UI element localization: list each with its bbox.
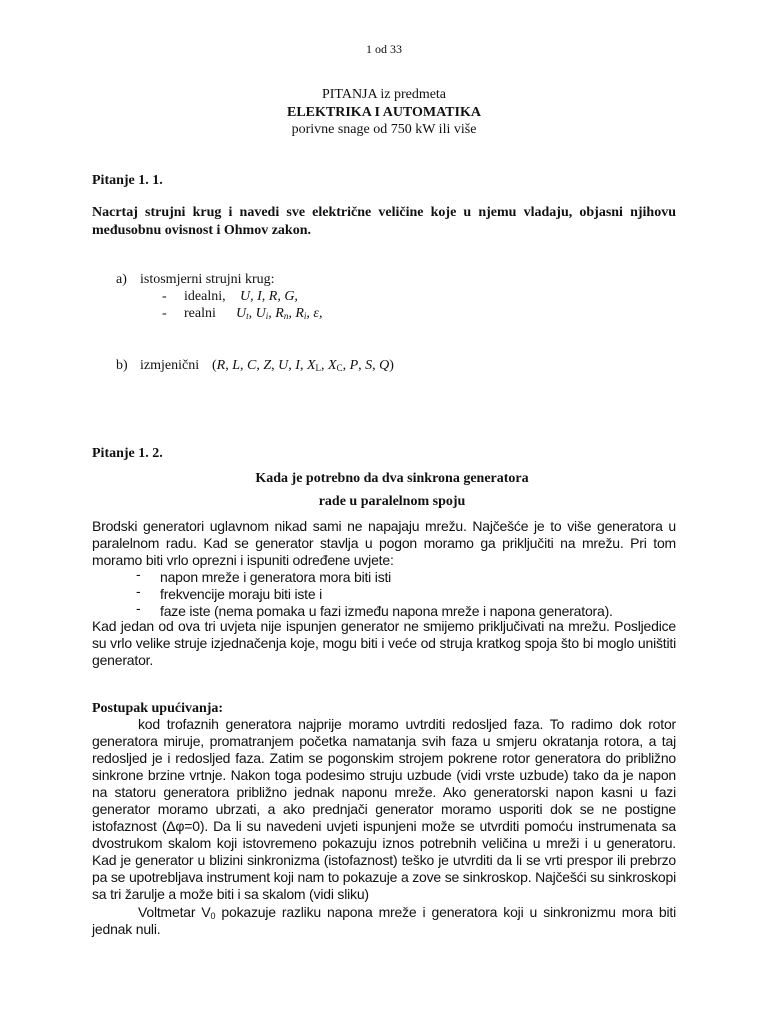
question-2-title-line-1: Kada je potrebno da dva sinkrona generatora — [255, 471, 529, 486]
document-title: ELEKTRIKA I AUTOMATIKA — [287, 105, 481, 120]
condition-phase: faze iste (nema pomaka u fazi između napona mreže i napona generatora). — [160, 603, 613, 619]
question-1-heading: Pitanje 1. 1. — [92, 173, 163, 188]
header-line-3: porivne snage od 750 kW ili više — [291, 122, 477, 137]
ac-circuit-symbols: (R, L, C, Z, U, I, $X_L$, $X_C$, P, S, Q) — [212, 358, 394, 373]
real-circuit-label: realni — [184, 306, 216, 321]
condition-voltage: napon mreže i generatora mora biti isti — [160, 569, 392, 585]
ac-circuit-label: izmjenični — [140, 358, 200, 373]
real-circuit-symbols: $U_t$, $U_i$, $R_n$, $R_i$, ε, — [236, 306, 323, 321]
question-2-heading: Pitanje 1. 2. — [92, 446, 163, 461]
question-1-prompt: Nacrtaj strujni krug i navedi sve električne veličine koje u njemu vladaju, objasni njihovu međusobnu ovisnost i Ohmov zakon. — [92, 205, 676, 238]
paragraph-consequences: Kad jedan od ova tri uvjeta nije ispunjen generator ne smijemo priključivati na mrežu. Posljedice su vrlo velike struje izjednačenja koje, mogu biti i veće od struja kratkog spoja što bi moglo uništiti generator. — [92, 618, 676, 668]
page-number: 1 od 33 — [366, 42, 402, 56]
list-marker-a: a) — [116, 272, 127, 287]
list-item: - frekvencije moraju biti iste i — [136, 583, 323, 602]
paragraph-voltmeter: Voltmetar $V_0$ pokazuje razliku napona mreže i generatora koji u sinkronizmu mora biti jednak nuli. — [92, 904, 676, 937]
conditions-list — [92, 566, 676, 620]
list-item: - faze iste (nema pomaka u fazi između napona mreže i napona generatora). — [136, 600, 613, 619]
ideal-circuit-symbols: U, I, R, G, — [240, 289, 298, 304]
list-marker-b: b) — [116, 358, 128, 373]
ideal-circuit-label: idealni, — [184, 289, 226, 304]
paragraph-intro: Brodski generatori uglavnom nikad sami ne napajaju mrežu. Najčešće je to više generatora u paralelnom radu. Kad se generator stavlja u pogon moramo ga priključiti na mrežu. Pri tom moramo biti vrlo oprezni i ispuniti određene uvjete: — [92, 518, 676, 568]
procedure-heading: Postupak upućivanja: — [92, 701, 224, 716]
question-2-title-line-2: rade u paralelnom spoju — [318, 494, 466, 509]
paragraph-procedure: kod trofaznih generatora najprije moramo uvtrditi redosljed faza. To radimo dok rotor generatora miruje, promatranjem početka namatanja svih faza u smjeru okratanja rotora, a taj redosljed je i redosljed faza. Zatim se pogonskim strojem pokrene rotor generatora do približno sinkrone brzine vrtnje. Nakon toga podesimo struju uzbude (vidi vrste uzbude) tako da je napon na statoru generatora približno jednak naponu mreže. Ako generatorski napon kasni u fazi generator moramo ubrzati, a ako prednjači generator moramo usporiti dok se ne postigne istofaznost (Δφ=0). Da li su navedeni uvjeti ispunjeni može se utvrditi pomoću instrumenata sa dvostrukom skalom koji istovremeno pokazuju iznos potrebnih veličina u mreži i u generatoru. Kad je generator u blizini sinkronizma (istofaznost) teško je utvrditi da li se vrti prespor ili prebrzo pa se upotrebljava instrument koji nam to pokazuje a zove se sinkroskop. Najčešći su sinkroskopi sa tri žarulje a može biti i sa skalom (vidi sliku) — [92, 716, 676, 902]
header-line-1: PITANJA iz predmeta — [321, 87, 447, 102]
dc-circuit-label: istosmjerni strujni krug: — [140, 272, 275, 287]
dash-marker: - — [162, 289, 167, 304]
dash-marker: - — [162, 306, 167, 321]
list-item: - napon mreže i generatora mora biti isti — [136, 566, 392, 585]
condition-frequency: frekvencije moraju biti iste i — [160, 586, 323, 602]
